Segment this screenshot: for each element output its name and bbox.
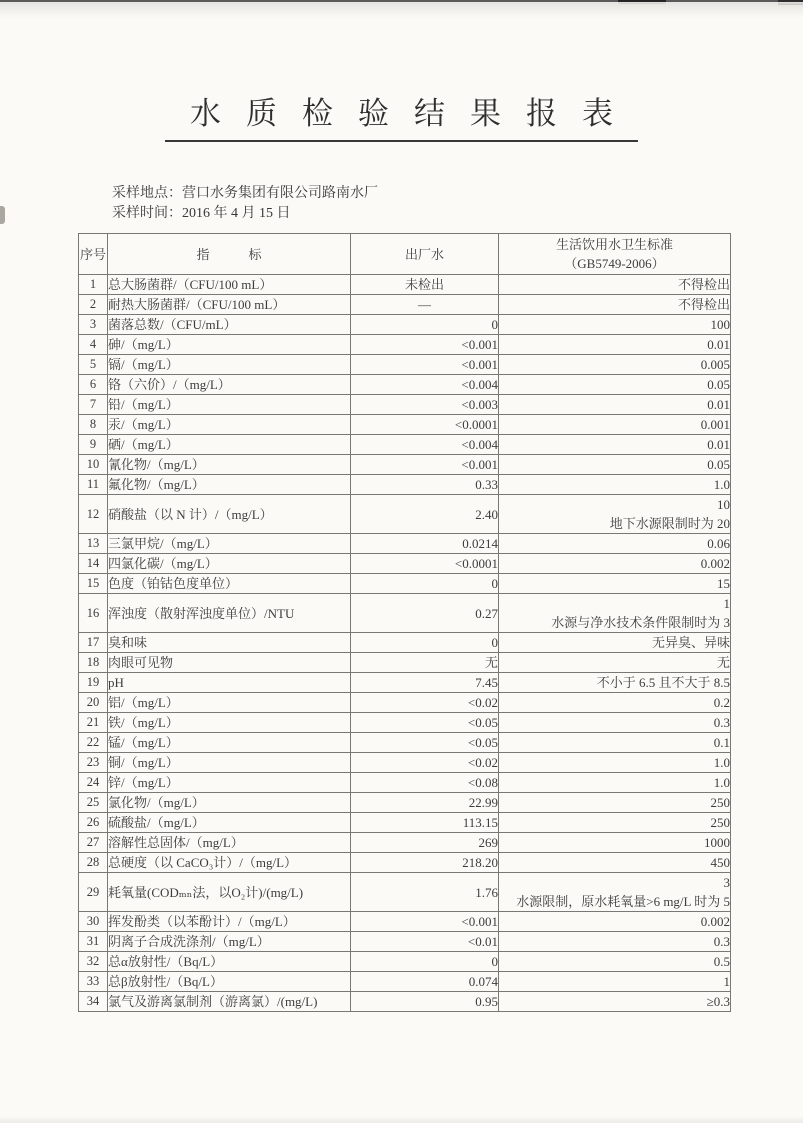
indicator-cell: 砷/（mg/L） [108,335,351,355]
table-row [79,952,731,972]
standard-cell: 0.01 [499,435,731,455]
row-number: 12 [79,495,108,534]
outlet-value-cell: 无 [351,653,499,673]
standard-cell: 1 水源与净水技术条件限制时为 3 [499,594,731,633]
row-number: 31 [79,932,108,952]
outlet-value-cell: <0.001 [351,335,499,355]
standard-cell: 0.002 [499,554,731,574]
scan-artifact-top-shade [0,2,803,18]
row-number: 7 [79,395,108,415]
table-row [79,833,731,853]
table-row [79,673,731,693]
standard-header-line2: （GB5749-2006） [564,256,665,271]
table-row [79,495,731,534]
standard-cell: 0.05 [499,455,731,475]
standard-cell: 0.001 [499,415,731,435]
row-number: 18 [79,653,108,673]
indicator-cell: 氰化物/（mg/L） [108,455,351,475]
outlet-value-cell: 113.15 [351,813,499,833]
page-title: 水质检验结果报表 [165,88,638,142]
outlet-value-cell: <0.08 [351,773,499,793]
title-wrap [0,0,803,142]
indicator-cell: 总α放射性/（Bq/L） [108,952,351,972]
indicator-cell: 铅/（mg/L） [108,395,351,415]
outlet-value-cell: 7.45 [351,673,499,693]
indicator-cell: 铁/（mg/L） [108,713,351,733]
sampling-time-label: 采样时间： [112,206,182,221]
scan-artifact-bottom-shade [0,1116,803,1123]
table-row [79,375,731,395]
row-number: 8 [79,415,108,435]
table-row [79,753,731,773]
indicator-cell: 臭和味 [108,633,351,653]
row-number: 34 [79,992,108,1012]
table-row [79,873,731,912]
table-row [79,415,731,435]
standard-cell: 0.1 [499,733,731,753]
outlet-value-cell: 269 [351,833,499,853]
standard-cell: 0.05 [499,375,731,395]
standard-cell: 0.01 [499,395,731,415]
sampling-location-label: 采样地点： [112,186,182,201]
table-row [79,912,731,932]
row-number: 32 [79,952,108,972]
table-row [79,932,731,952]
indicator-cell: 氯气及游离氯制剂（游离氯）/(mg/L) [108,992,351,1012]
table-row [79,653,731,673]
indicator-cell: 总大肠菌群/（CFU/100 mL） [108,275,351,295]
table-row [79,335,731,355]
standard-header-line1: 生活饮用水卫生标准 [555,237,673,252]
indicator-cell: 总硬度（以 CaCO₃计）/（mg/L） [108,853,351,873]
row-number: 33 [79,972,108,992]
indicator-cell: 挥发酚类（以苯酚计）/（mg/L） [108,912,351,932]
outlet-value-cell: <0.01 [351,932,499,952]
standard-cell: 0.06 [499,534,731,554]
row-number: 22 [79,733,108,753]
outlet-value-cell: <0.001 [351,912,499,932]
indicator-cell: 镉/（mg/L） [108,355,351,375]
row-number: 20 [79,693,108,713]
standard-cell: 0.005 [499,355,731,375]
row-number: 19 [79,673,108,693]
outlet-value-cell: 0 [351,633,499,653]
indicator-cell: 氟化物/（mg/L） [108,475,351,495]
indicator-cell: 铝/（mg/L） [108,693,351,713]
standard-cell: 0.2 [499,693,731,713]
table-header-row [79,234,731,275]
table-row [79,813,731,833]
indicator-cell: 氯化物/（mg/L） [108,793,351,813]
indicator-cell: 汞/（mg/L） [108,415,351,435]
standard-cell: ≥0.3 [499,992,731,1012]
indicator-cell: 溶解性总固体/（mg/L） [108,833,351,853]
standard-cell: 0.01 [499,335,731,355]
outlet-value-cell: <0.02 [351,693,499,713]
outlet-value-cell: 218.20 [351,853,499,873]
standard-cell: 250 [499,813,731,833]
outlet-value-cell: 1.76 [351,873,499,912]
indicator-cell: 四氯化碳/（mg/L） [108,554,351,574]
row-number: 27 [79,833,108,853]
table-row [79,733,731,753]
outlet-value-cell: 0.95 [351,992,499,1012]
indicator-cell: 硝酸盐（以 N 计）/（mg/L） [108,495,351,534]
indicator-cell: 肉眼可见物 [108,653,351,673]
row-number: 11 [79,475,108,495]
indicator-cell: 铜/（mg/L） [108,753,351,773]
indicator-cell: 耗氧量(CODₘₙ法，以O₂计)/(mg/L) [108,873,351,912]
outlet-value-cell: 0.074 [351,972,499,992]
table-row [79,455,731,475]
row-number: 17 [79,633,108,653]
sampling-time-value: 2016 年 4 月 15 日 [182,206,291,221]
outlet-value-cell: <0.001 [351,455,499,475]
table-row [79,295,731,315]
scan-artifact-left-mark [0,206,5,224]
standard-cell: 15 [499,574,731,594]
outlet-value-cell: <0.004 [351,375,499,395]
outlet-value-cell: 0 [351,952,499,972]
table-row [79,633,731,653]
standard-cell: 100 [499,315,731,335]
row-number: 29 [79,873,108,912]
col-header-no: 序号 [79,234,108,275]
row-number: 16 [79,594,108,633]
standard-cell: 3 水源限制，原水耗氧量>6 mg/L 时为 5 [499,873,731,912]
indicator-cell: 浑浊度（散射浑浊度单位）/NTU [108,594,351,633]
indicator-cell: 三氯甲烷/（mg/L） [108,534,351,554]
col-header-outlet: 出厂水 [351,234,499,275]
standard-cell: 1000 [499,833,731,853]
indicator-cell: pH [108,673,351,693]
outlet-value-cell: 22.99 [351,793,499,813]
row-number: 23 [79,753,108,773]
row-number: 3 [79,315,108,335]
table-row [79,554,731,574]
standard-cell: 无 [499,653,731,673]
row-number: 13 [79,534,108,554]
row-number: 28 [79,853,108,873]
standard-cell: 250 [499,793,731,813]
outlet-value-cell: 0.0214 [351,534,499,554]
row-number: 1 [79,275,108,295]
indicator-cell: 耐热大肠菌群/（CFU/100 mL） [108,295,351,315]
table-row [79,594,731,633]
outlet-value-cell: <0.02 [351,753,499,773]
results-table-body [79,275,731,1012]
indicator-cell: 菌落总数/（CFU/mL） [108,315,351,335]
standard-cell: 0.3 [499,713,731,733]
table-row [79,435,731,455]
standard-cell: 0.3 [499,932,731,952]
standard-cell: 0.5 [499,952,731,972]
row-number: 15 [79,574,108,594]
row-number: 26 [79,813,108,833]
row-number: 9 [79,435,108,455]
outlet-value-cell: 2.40 [351,495,499,534]
outlet-value-cell: 未检出 [351,275,499,295]
table-row [79,574,731,594]
indicator-cell: 锰/（mg/L） [108,733,351,753]
outlet-value-cell: <0.0001 [351,554,499,574]
table-row [79,315,731,335]
row-number: 25 [79,793,108,813]
indicator-cell: 铬（六价）/（mg/L） [108,375,351,395]
outlet-value-cell: <0.004 [351,435,499,455]
table-row [79,693,731,713]
table-row [79,972,731,992]
row-number: 4 [79,335,108,355]
row-number: 21 [79,713,108,733]
indicator-cell: 锌/（mg/L） [108,773,351,793]
sampling-time-row [112,204,803,224]
table-row [79,713,731,733]
standard-cell: 450 [499,853,731,873]
sampling-location-row [112,184,803,204]
sampling-location-value: 营口水务集团有限公司路南水厂 [182,186,378,201]
standard-cell: 不得检出 [499,295,731,315]
outlet-value-cell: <0.05 [351,733,499,753]
indicator-cell: 硒/（mg/L） [108,435,351,455]
row-number: 6 [79,375,108,395]
col-header-standard [499,234,731,275]
table-row [79,395,731,415]
standard-cell: 1.0 [499,773,731,793]
standard-cell: 10 地下水源限制时为 20 [499,495,731,534]
table-row [79,853,731,873]
outlet-value-cell: 0.33 [351,475,499,495]
outlet-value-cell: 0.27 [351,594,499,633]
outlet-value-cell: <0.05 [351,713,499,733]
sampling-info [112,184,803,224]
outlet-value-cell: 0 [351,315,499,335]
row-number: 14 [79,554,108,574]
outlet-value-cell: — [351,295,499,315]
table-row [79,534,731,554]
table-row [79,793,731,813]
standard-cell: 无异臭、异味 [499,633,731,653]
standard-cell: 1.0 [499,753,731,773]
row-number: 30 [79,912,108,932]
standard-cell: 0.002 [499,912,731,932]
row-number: 24 [79,773,108,793]
indicator-cell: 色度（铂钴色度单位） [108,574,351,594]
row-number: 10 [79,455,108,475]
indicator-cell: 硫酸盐/（mg/L） [108,813,351,833]
table-row [79,355,731,375]
row-number: 2 [79,295,108,315]
standard-cell: 1 [499,972,731,992]
outlet-value-cell: <0.001 [351,355,499,375]
table-row [79,992,731,1012]
table-row [79,475,731,495]
indicator-cell: 阴离子合成洗涤剂/（mg/L） [108,932,351,952]
standard-cell: 1.0 [499,475,731,495]
table-row [79,773,731,793]
outlet-value-cell: 0 [351,574,499,594]
results-table [78,233,731,1012]
standard-cell: 不得检出 [499,275,731,295]
outlet-value-cell: <0.0001 [351,415,499,435]
standard-cell: 不小于 6.5 且不大于 8.5 [499,673,731,693]
col-header-indicator: 指 标 [108,234,351,275]
outlet-value-cell: <0.003 [351,395,499,415]
table-row [79,275,731,295]
indicator-cell: 总β放射性/（Bq/L） [108,972,351,992]
row-number: 5 [79,355,108,375]
